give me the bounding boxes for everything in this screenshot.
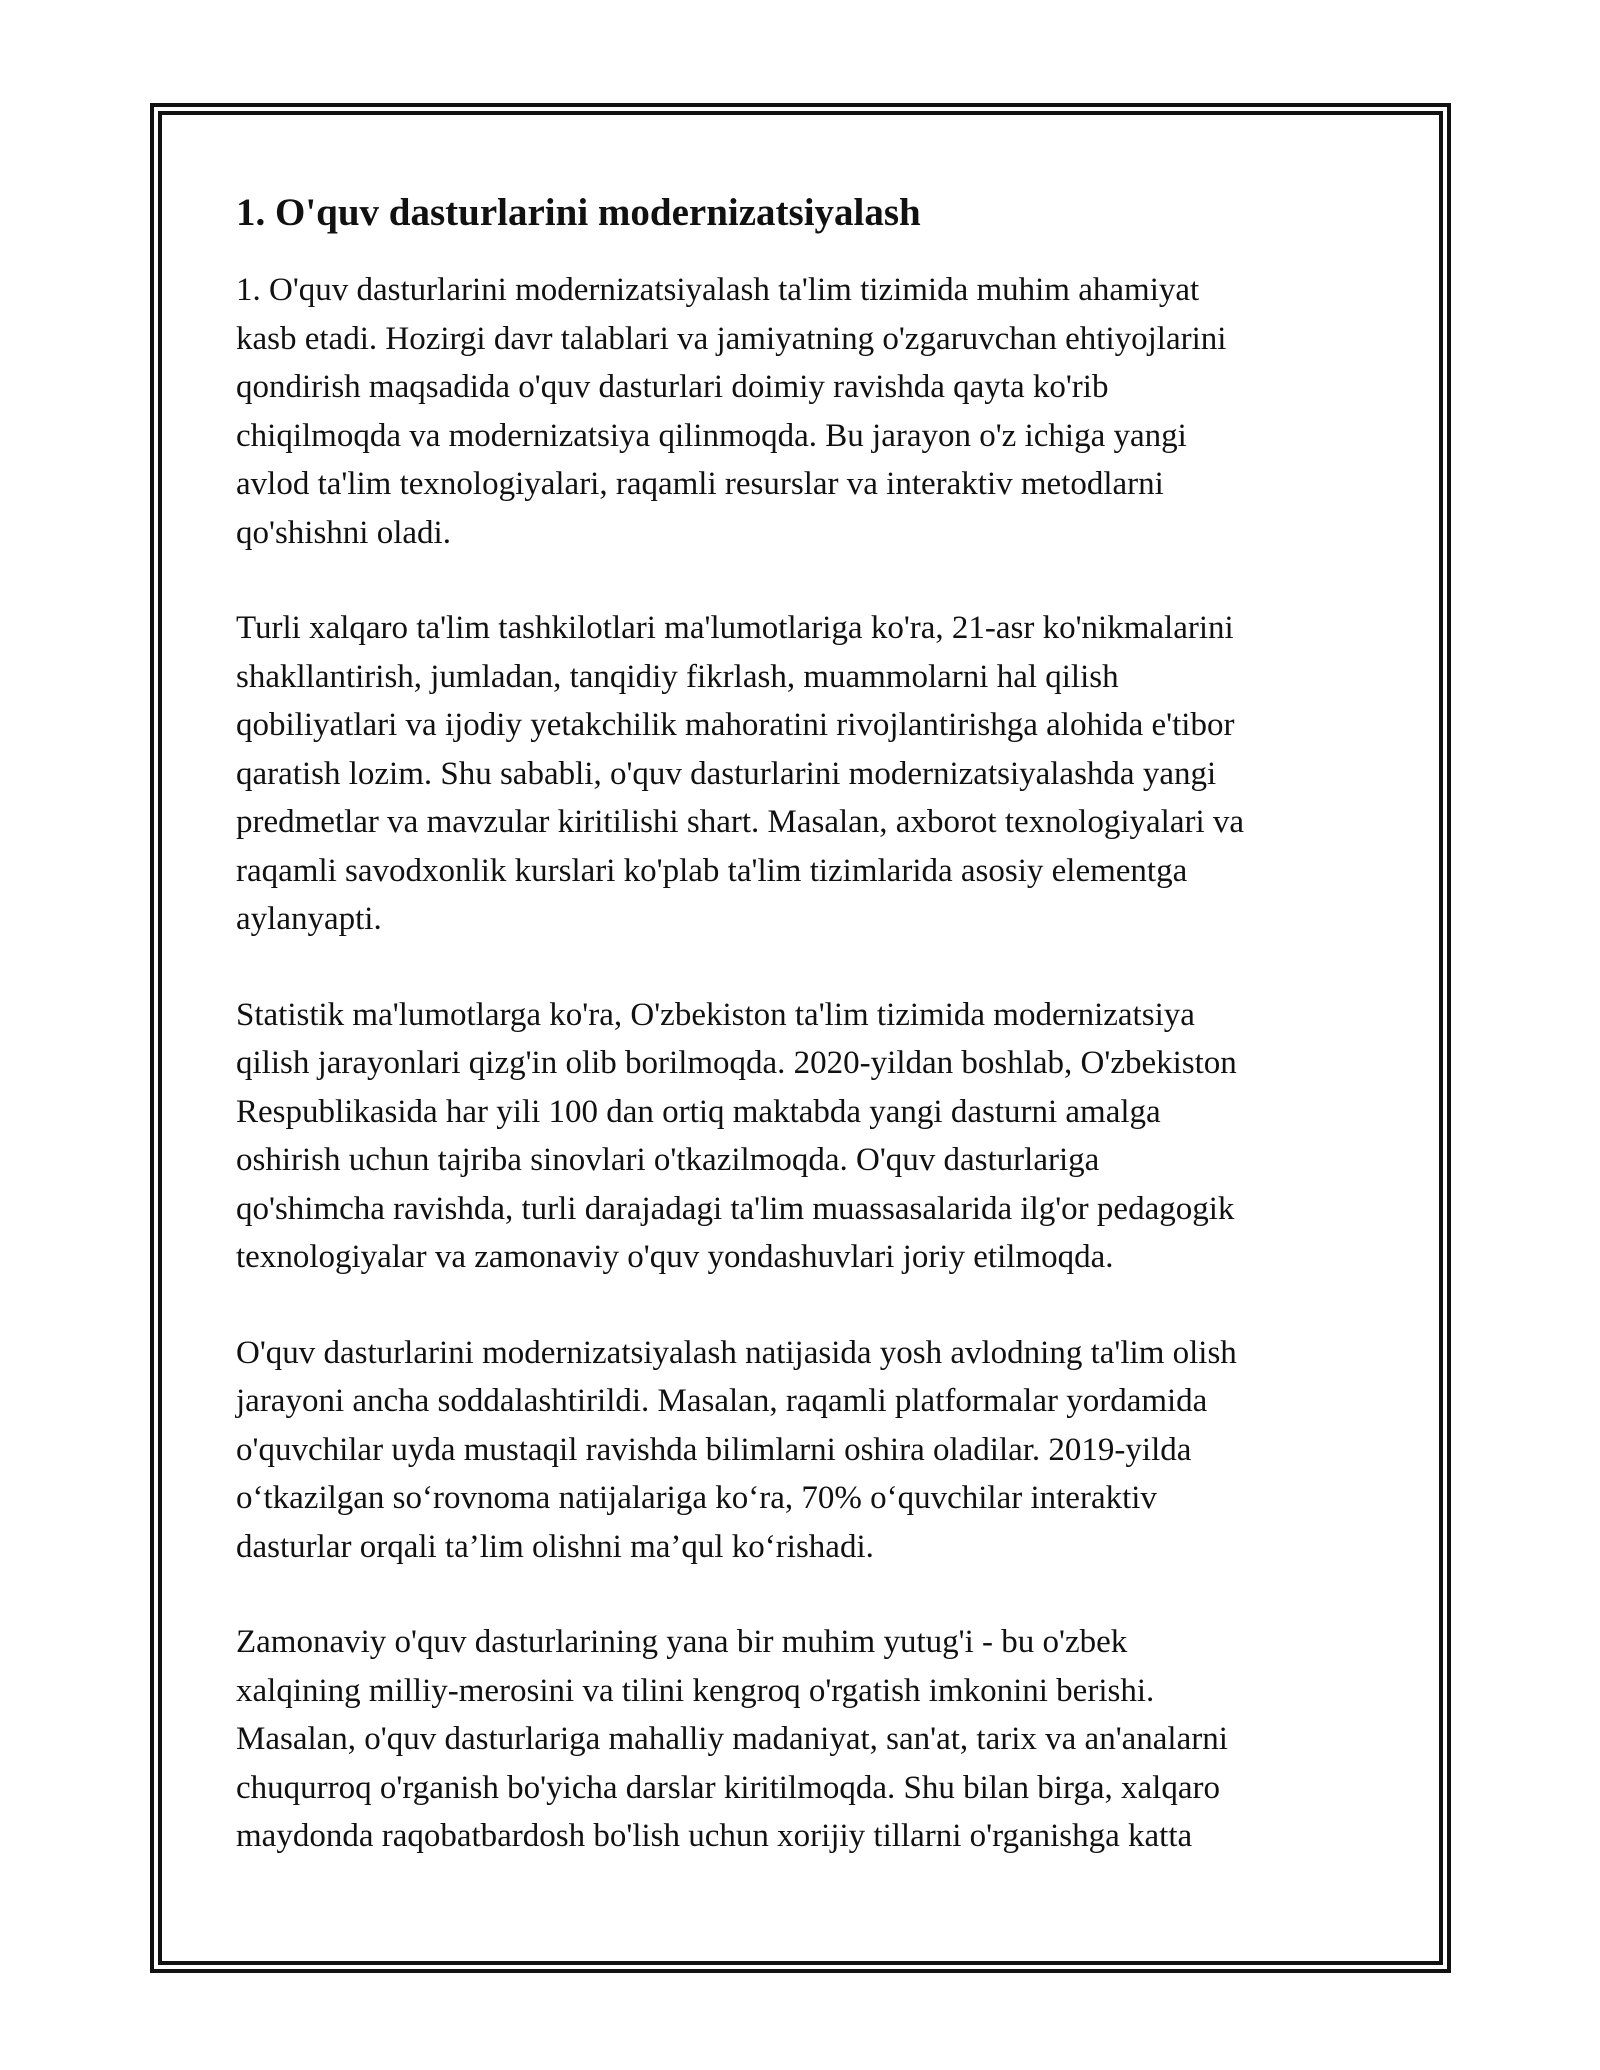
text-line: shakllantirish, jumladan, tanqidiy fikrlash, muammolarni hal qilish (236, 658, 1119, 695)
text-line: jarayoni ancha soddalashtirildi. Masalan, raqamli platformalar yordamida (236, 1383, 1208, 1419)
text-line: qilish jarayonlari qizg'in olib borilmoqda. 2020-yildan boshlab, O'zbekiston (236, 1045, 1237, 1081)
text-line: 1. O'quv dasturlarini modernizatsiyalash ta'lim tizimida muhim ahamiyat (236, 272, 1200, 308)
paragraph-3 (236, 991, 1376, 1282)
text-line: qaratish lozim. Shu sababli, o'quv dasturlarini modernizatsiyalashda yangi (236, 755, 1217, 792)
paragraph-1 (236, 266, 1376, 557)
paragraph-2 (236, 604, 1376, 944)
text-line: O'quv dasturlarini modernizatsiyalash natijasida yosh avlodning ta'lim olish (236, 1334, 1237, 1371)
text-line: Statistik ma'lumotlarga ko'ra, O'zbekiston ta'lim tizimida modernizatsiya (236, 996, 1195, 1033)
text-line: avlod ta'lim texnologiyalari, raqamli resurslar va interaktiv metodlarni (236, 466, 1164, 502)
text-line: dasturlar orqali ta’lim olishni ma’qul ko‘rishadi. (236, 1528, 874, 1565)
text-line: xalqining milliy-merosini va tilini kengroq o'rgatish imkonini berishi. (236, 1672, 1155, 1709)
text-line: qo'shishni oladi. (236, 514, 451, 551)
text-line: texnologiyalar va zamonaviy o'quv yondashuvlari joriy etilmoqda. (236, 1239, 1114, 1275)
text-line: aylanyapti. (236, 901, 382, 937)
text-line: qondirish maqsadida o'quv dasturlari doimiy ravishda qayta ko'rib (236, 369, 1109, 405)
document-body (236, 190, 1376, 1908)
section-heading: 1. O'quv dasturlarini modernizatsiyalash (236, 191, 921, 234)
text-line: raqamli savodxonlik kurslari ko'plab ta'lim tizimlarida asosiy elementga (236, 852, 1188, 889)
text-line: Turli xalqaro ta'lim tashkilotlari ma'lumotlariga ko'ra, 21-asr ko'nikmalarini (236, 610, 1234, 646)
text-line: o'quvchilar uyda mustaqil ravishda bilimlarni oshira oladilar. 2019-yilda (236, 1431, 1192, 1468)
paragraph-5 (236, 1618, 1376, 1861)
text-line: Zamonaviy o'quv dasturlarining yana bir muhim yutug'i - bu o'zbek (236, 1624, 1128, 1660)
paragraph-4 (236, 1329, 1376, 1572)
text-line: qo'shimcha ravishda, turli darajadagi ta'lim muassasalarida ilg'or pedagogik (236, 1190, 1235, 1227)
text-line: chuqurroq o'rganish bo'yicha darslar kiritilmoqda. Shu bilan birga, xalqaro (236, 1769, 1220, 1806)
text-line: Masalan, o'quv dasturlariga mahalliy madaniyat, san'at, tarix va an'analarni (236, 1721, 1228, 1757)
text-line: qobiliyatlari va ijodiy yetakchilik mahoratini rivojlantirishga alohida e'tibor (236, 707, 1235, 743)
text-line: predmetlar va mavzular kiritilishi shart. Masalan, axborot texnologiyalari va (236, 804, 1245, 840)
text-line: kasb etadi. Hozirgi davr talablari va jamiyatning o'zgaruvchan ehtiyojlarini (236, 320, 1227, 357)
text-line: chiqilmoqda va modernizatsiya qilinmoqda. Bu jarayon o'z ichiga yangi (236, 417, 1187, 454)
text-line: Respublikasida har yili 100 dan ortiq maktabda yangi dasturni amalga (236, 1093, 1161, 1130)
text-line: o‘tkazilgan so‘rovnoma natijalariga ko‘ra, 70% o‘quvchilar interaktiv (236, 1480, 1157, 1516)
text-line: maydonda raqobatbardosh bo'lish uchun xorijiy tillarni o'rganishga katta (236, 1818, 1193, 1854)
text-line: oshirish uchun tajriba sinovlari o'tkazilmoqda. O'quv dasturlariga (236, 1142, 1100, 1178)
